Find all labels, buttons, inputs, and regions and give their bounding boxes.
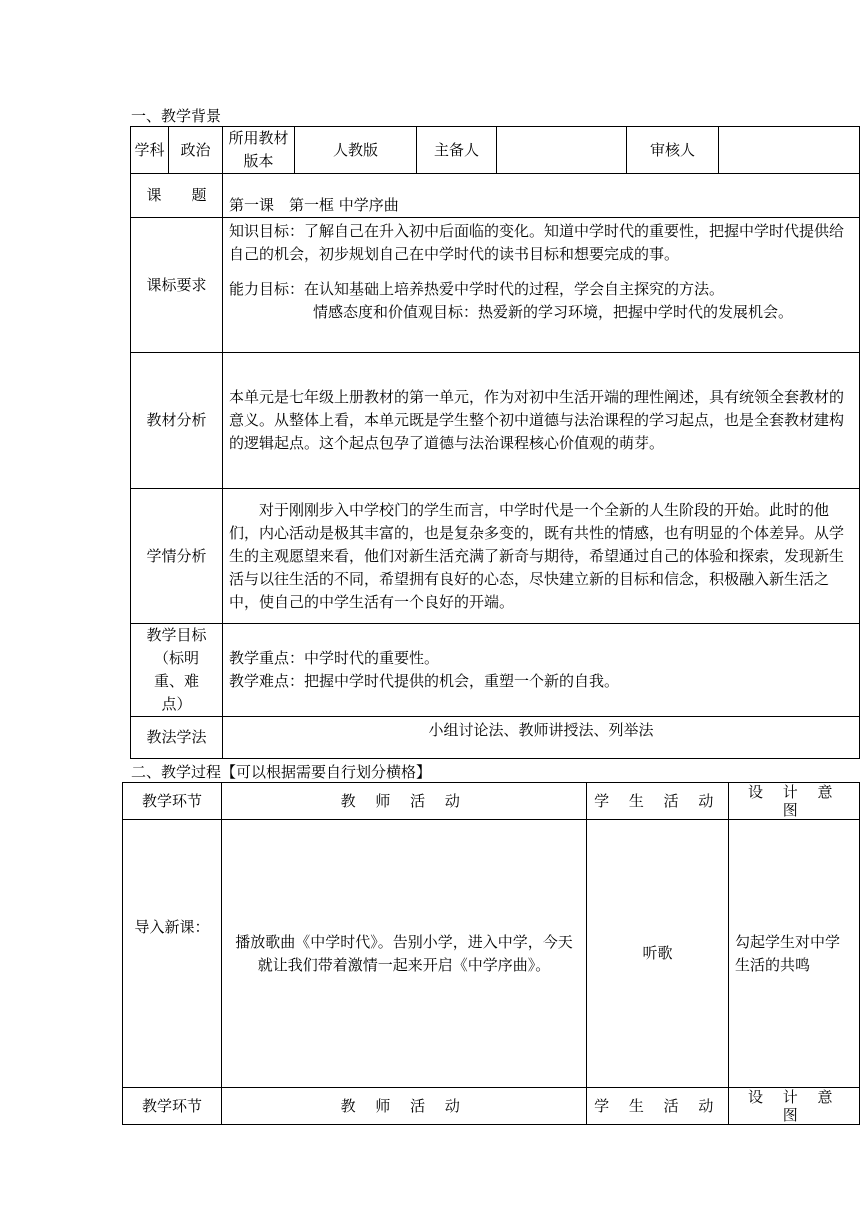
reviewer-value [719,127,860,174]
goal-difficult: 教学难点：把握中学时代提供的机会，重塑一个新的自我。 [229,672,620,690]
header-intent-repeat: 设 计 意 图 [729,1088,860,1125]
header-teacher-repeat: 教 师 活 动 [222,1088,587,1125]
background-table [130,126,860,759]
standard-ability: 能力目标：在认知基础上培养热爱中学时代的过程，学会自主探究的方法。 [229,280,725,298]
design-intent: 勾起学生对中学生活的共鸣 [729,820,860,1088]
goal-cell [223,624,860,717]
process-table [122,782,860,1125]
standard-knowledge: 知识目标：了解自己在升入初中后面临的变化。知道中学时代的重要性，把握中学时代提供给自己的机会，初步规划自己在中学时代的读书目标和想要完成的事。 [229,222,845,263]
header-teacher: 教 师 活 动 [222,783,587,820]
section-title-process: 二、教学过程【可以根据需要自行划分横格】 [131,763,432,781]
stage-cell: 导入新课： [123,820,222,1088]
topic-value: 第一课 第一框 中学序曲 [223,174,860,218]
standard-label: 课标要求 [131,218,223,353]
material-label: 教材分析 [131,353,223,489]
student-activity: 听歌 [587,820,729,1088]
subject-value: 政治 [169,127,223,174]
header-stage-repeat: 教学环节 [123,1088,222,1125]
student-value: 对于刚刚步入中学校门的学生而言，中学时代是一个全新的人生阶段的开始。此时的他们，内心活动是极其丰富的，也是复杂多变的，既有共性的情感，也有明显的个体差异。从学生的主观愿望来看，他们对新生活充满了新奇与期待，希望通过自己的体验和探索，发现新生活与以往生活的不同，希望拥有良好的心态，尽快建立新的目标和信念，积极融入新生活之中，使自己的中学生活有一个良好的开端。 [223,489,860,624]
goal-key: 教学重点：中学时代的重要性。 [229,649,440,667]
method-value: 小组讨论法、教师讲授法、列举法 [223,717,860,759]
header-stage: 教学环节 [123,783,222,820]
goal-label: 教学目标（标明重、难点） [131,624,223,717]
section-title-background: 一、教学背景 [131,107,222,125]
teacher-activity: 播放歌曲《中学时代》。告别小学，进入中学，今天就让我们带着激情一起来开启《中学序曲》。 [222,820,587,1088]
edition-value: 人教版 [295,127,417,174]
header-student-repeat: 学 生 活 动 [587,1088,729,1125]
header-intent: 设 计 意 图 [729,783,860,820]
preparer-label: 主备人 [417,127,497,174]
standard-cell [223,218,860,353]
method-label: 教法学法 [131,717,223,759]
material-value: 本单元是七年级上册教材的第一单元，作为对初中生活开端的理性阐述，具有统领全套教材的意义。从整体上看，本单元既是学生整个初中道德与法治课程的学习起点，也是全套教材建构的逻辑起点。这个起点包孕了道德与法治课程核心价值观的萌芽。 [223,353,860,489]
preparer-value [497,127,627,174]
subject-label: 学科 [131,127,169,174]
edition-label: 所用教材版本 [223,127,295,174]
topic-label: 课 题 [131,174,223,218]
standard-emotion: 情感态度和价值观目标：热爱新的学习环境，把握中学时代的发展机会。 [313,303,794,321]
header-student: 学 生 活 动 [587,783,729,820]
student-label: 学情分析 [131,489,223,624]
reviewer-label: 审核人 [627,127,719,174]
